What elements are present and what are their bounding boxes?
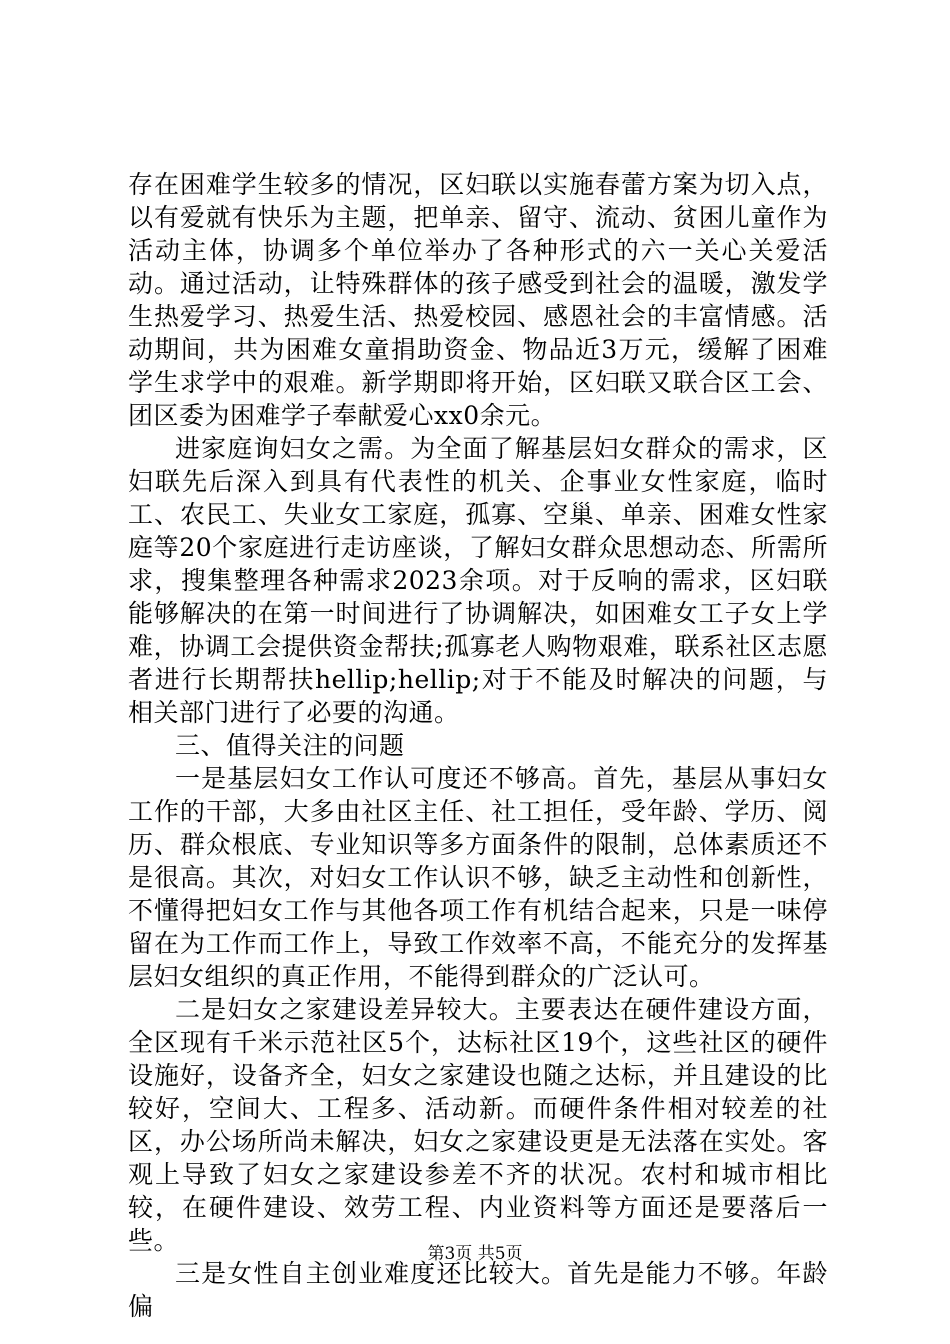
paragraph-1: 存在困难学生较多的情况，区妇联以实施春蕾方案为切入点，以有爱就有快乐为主题，把单亲、留守、流动、贫困儿童作为活动主体，协调多个单位举办了各种形式的六一关心关爱活动。通过活动，让特殊群体的孩子感受到社会的温暖，激发学生热爱学习、热爱生活、热爱校园、感恩社会的丰富情感。活动期间，共为困难女童捐助资金、物品近3万元，缓解了困难学生求学中的艰难。新学期即将开始，区妇联又联合区工会、团区委为困难学子奉献爱心xx0余元。 (128, 170, 828, 430)
paragraph-2: 进家庭询妇女之需。为全面了解基层妇女群众的需求，区妇联先后深入到具有代表性的机关、企事业女性家庭，临时工、农民工、失业女工家庭，孤寡、空巢、单亲、困难女性家庭等20个家庭进行走访座谈，了解妇女群众思想动态、所需所求，搜集整理各种需求2023余项。对于反响的需求，区妇联能够解决的在第一时间进行了协调解决，如困难女工子女上学难，协调工会提供资金帮扶;孤寡老人购物艰难，联系社区志愿者进行长期帮扶hellip;hellip;对于不能及时解决的问题，与相关部门进行了必要的沟通。 (128, 434, 828, 727)
page-footer: 第3页 共5页 (427, 1244, 523, 1264)
paragraph-3: 一是基层妇女工作认可度还不够高。首先，基层从事妇女工作的干部，大多由社区主任、社工担任，受年龄、学历、阅历、群众根底、专业知识等多方面条件的限制，总体素质还不是很高。其次，对妇女工作认识不够，缺乏主动性和创新性，不懂得把妇女工作与其他各项工作有机结合起来，只是一味停留在为工作而工作上，导致工作效率不高，不能充分的发挥基层妇女组织的真正作用，不能得到群众的广泛认可。 (128, 764, 828, 991)
section-heading: 三、值得关注的问题 (175, 731, 405, 760)
paragraph-4: 二是妇女之家建设差异较大。主要表达在硬件建设方面，全区现有千米示范社区5个，达标社区19个，这些社区的硬件设施好，设备齐全，妇女之家建设也随之达标，并且建设的比较好，空间大、工程多、活动新。而硬件条件相对较差的社区，办公场所尚未解决，妇女之家建设更是无法落在实处。客观上导致了妇女之家建设参差不齐的状况。农村和城市相比较，在硬件建设、效劳工程、内业资料等方面还是要落后一些。 (128, 995, 828, 1255)
paragraph-5: 三是女性自主创业难度还比较大。首先是能力不够。年龄偏 (128, 1259, 828, 1321)
document-body (128, 168, 828, 1323)
